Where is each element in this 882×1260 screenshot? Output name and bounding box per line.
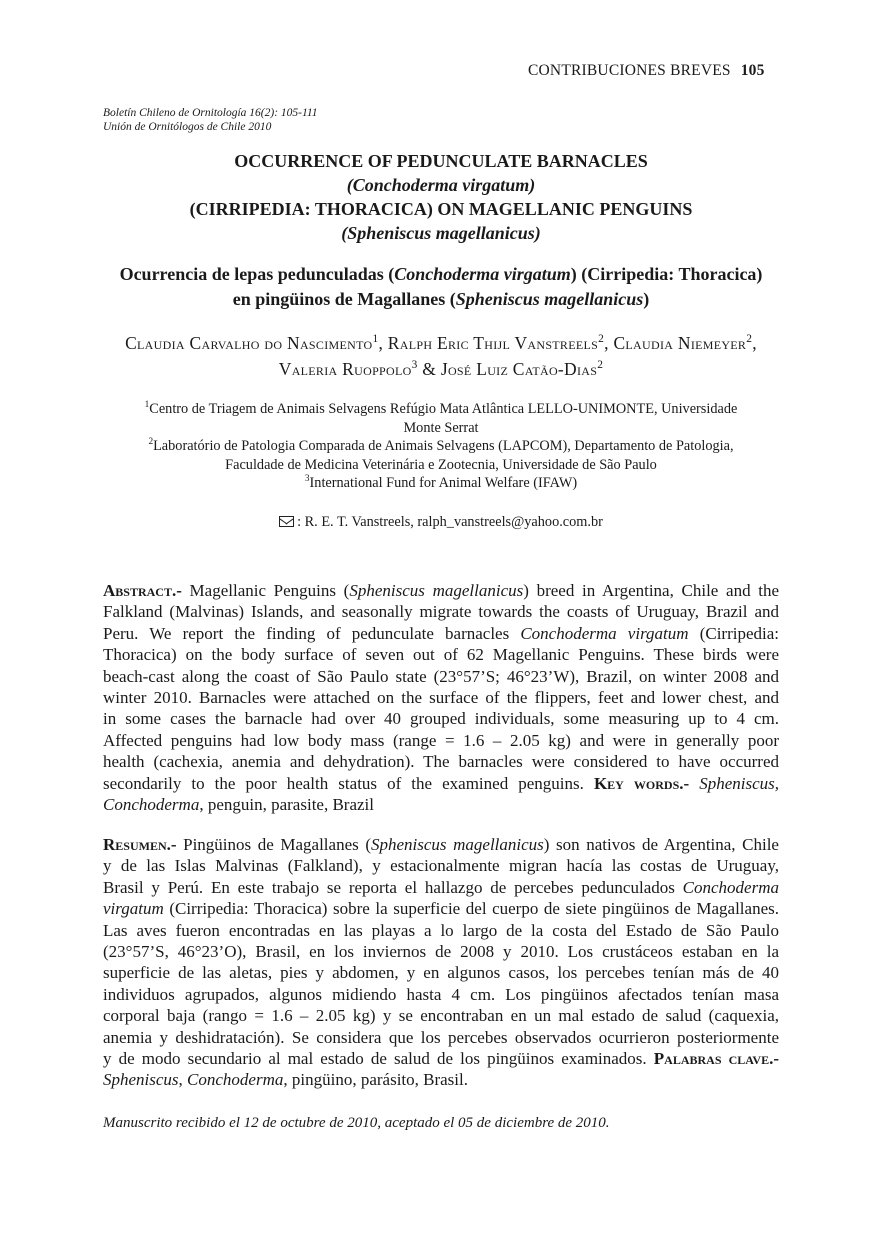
- affiliation-cont: Monte Serrat: [403, 419, 479, 436]
- journal-citation: Boletín Chileno de Ornitología 16(2): 105-111: [103, 107, 318, 119]
- correspondence: [100, 514, 782, 531]
- manuscript-note: Manuscrito recibido el 12 de octubre de 2010, aceptado el 05 de diciembre de 2010.: [103, 1115, 610, 1131]
- title-spanish: [100, 262, 782, 312]
- affiliation: $^2$Laboratório de Patologia Comparada de Animais Selvagens (LAPCOM), Departamento de Patologia,: [148, 437, 734, 454]
- author-list: Claudia Carvalho do Nascimento$^1$, Ralph Eric Thijl Vanstreels$^2$, Claudia Niemeyer$^2$, Valeria Ruoppolo$^3$ & José Luiz Catão-Dias$^2$: [125, 333, 757, 379]
- envelope-icon: [279, 516, 294, 527]
- title-es-line: en pingüinos de Magallanes (Spheniscus magellanicus): [232, 289, 650, 309]
- title-species-line: (Conchoderma virgatum): [346, 175, 536, 195]
- author: Ralph Eric Thijl Vanstreels: [387, 333, 599, 353]
- affiliations: [100, 400, 782, 493]
- resumen: Resumen.- Pingüinos de Magallanes (Spheniscus magellanicus) son nativos de Argentina, Chile y de las Islas Malvinas (Falkland), y estacionalmente migran hacía las costas de Uruguay, Brasil y Perú. En este trabajo se reporta el hallazgo de percebes pedunculados Conchoderma virgatum (Cirripedia: Thoracica) sobre la superficie del cuerpo de siete pingüinos de Magallanes. Las aves fueron encontradas en las playas a lo largo de la costa del Estado de São Paulo (23°57’S, 46°23’O), Brasil, en los inviernos de 2008 y 2010. Los crustáceos estaban en la superficie de las aletas, pies y abdomen, y en algunos casos, los percebes tenían más de 40 individuos agrupados, algunos midiendo hasta 4 cm. Los pingüinos afectados tenían masa corporal baja (rango = 1.6 – 2.05 kg) y se encontraban en un mal estado de salud (caquexia, anemia y deshidratación). Se considera que los percebes observados ocurrieron posteriormente y de modo secundario al mal estado de salud de los pingüinos examinados. Palabras clave.- Spheniscus, Conchoderma, pingüino, parásito, Brasil.: [103, 835, 780, 1090]
- running-header: [528, 62, 765, 80]
- title-species-line: (Spheniscus magellanicus): [341, 223, 541, 243]
- title-line: (CIRRIPEDIA: THORACICA) ON MAGELLANIC PENGUINS: [189, 199, 693, 219]
- journal-publisher: Unión de Ornitólogos de Chile 2010: [103, 121, 272, 133]
- author: Claudia Niemeyer: [613, 333, 747, 353]
- title-es-line: Ocurrencia de lepas pedunculadas (Conchoderma virgatum) (Cirripedia: Thoracica): [119, 264, 763, 284]
- section-title: CONTRIBUCIONES BREVES: [528, 62, 731, 79]
- abstract-label: Abstract.-: [103, 581, 182, 600]
- title-english: [100, 149, 782, 245]
- correspondence-email[interactable]: : R. E. T. Vanstreels, ralph_vanstreels@yahoo.com.br: [297, 514, 603, 530]
- resumen-label: Resumen.-: [103, 835, 177, 854]
- affiliation: $^1$Centro de Triagem de Animais Selvagens Refúgio Mata Atlântica LELLO-UNIMONTE, Universidade: [144, 400, 738, 417]
- author: Claudia Carvalho do Nascimento: [125, 333, 373, 353]
- author: Valeria Ruoppolo: [278, 359, 412, 379]
- abstract: Abstract.- Magellanic Penguins (Spheniscus magellanicus) breed in Argentina, Chile and the Falkland (Malvinas) Islands, and seasonally migrate towards the coasts of Uruguay, Brazil and Peru. We report the finding of pedunculate barnacles Conchoderma virgatum (Cirripedia: Thoracica) on the body surface of seven out of 62 Magellanic Penguins. These birds were beach-cast along the coast of São Paulo state (23°57’S; 46°23’W), Brazil, on winter 2008 and winter 2010. Barnacles were attached on the surface of the flippers, feet and lower chest, and in some cases the barnacle had over 40 grouped individuals, some measuring up to 4 cm. Affected penguins had low body mass (range = 1.6 – 2.05 kg) and were in generally poor health (cachexia, anemia and dehydration). The barnacles were considered to have occurred secondarily to the poor health status of the examined penguins. Key words.- Spheniscus, Conchoderma, penguin, parasite, Brazil: [103, 581, 780, 815]
- title-line: OCCURRENCE OF PEDUNCULATE BARNACLES: [234, 151, 648, 171]
- affiliation-cont: Faculdade de Medicina Veterinária e Zootecnia, Universidade de São Paulo: [225, 456, 657, 473]
- page-number: 105: [740, 62, 765, 79]
- palabras-clave-label: Palabras clave.-: [653, 1049, 780, 1069]
- author: José Luiz Catão-Dias: [440, 359, 598, 379]
- journal-info: [103, 106, 318, 134]
- affiliation: $^3$International Fund for Animal Welfare (IFAW): [304, 474, 578, 491]
- keywords-label: Key words.-: [593, 773, 690, 793]
